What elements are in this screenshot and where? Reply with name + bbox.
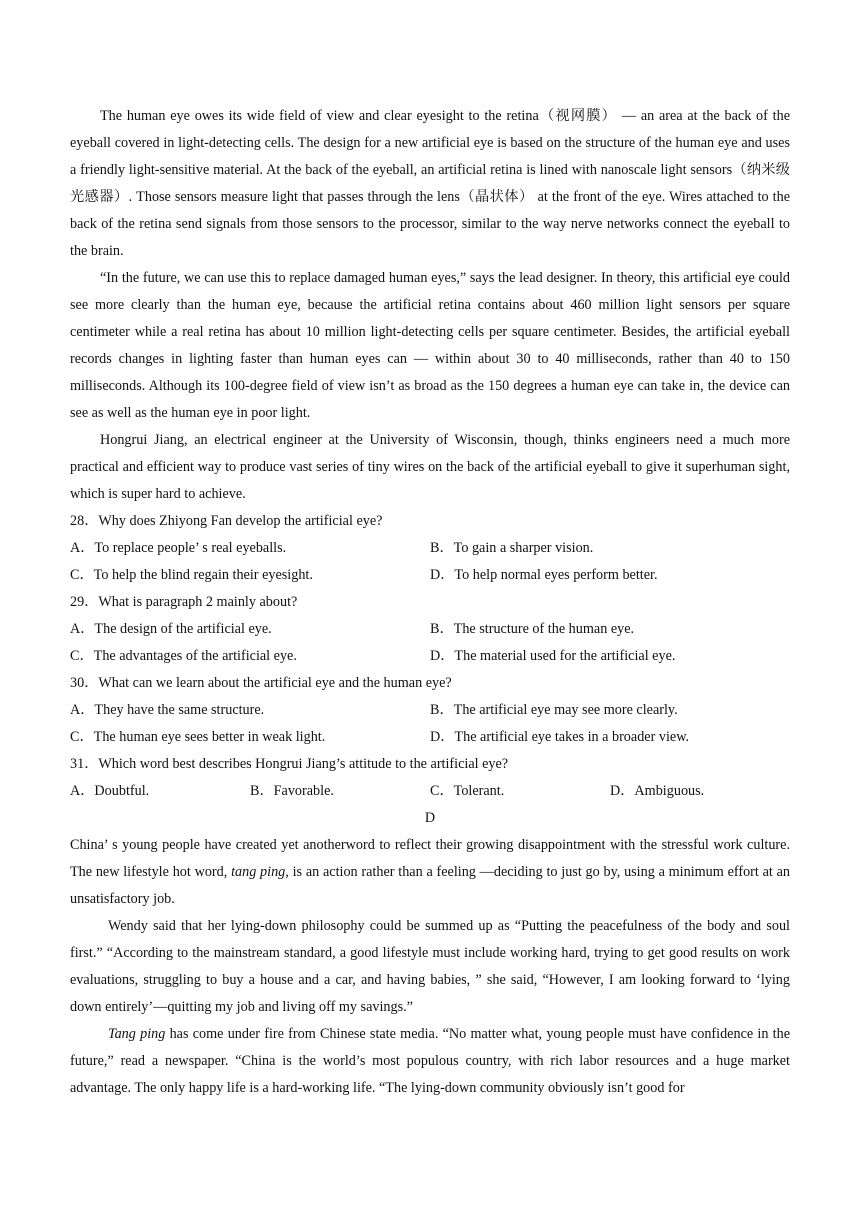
option-b: B．To gain a sharper vision. — [430, 540, 594, 556]
option-b: B．The structure of the human eye. — [430, 621, 635, 637]
term-tang-ping: tang ping — [231, 864, 286, 880]
term-tang-ping: Tang ping — [108, 1026, 166, 1042]
option-a: A．To replace people’ s real eyeballs. — [70, 540, 287, 556]
question-29 — [70, 589, 790, 670]
option-d: D．To help normal eyes perform better. — [430, 567, 658, 583]
option-c: C．The human eye sees better in weak light. — [70, 729, 326, 745]
option-c: C．To help the blind regain their eyesight. — [70, 567, 313, 583]
question-stem: 29．What is paragraph 2 mainly about? — [70, 594, 298, 610]
passage-c-paragraph-3: Hongrui Jiang, an electrical engineer at the University of Wisconsin, though, thinks engineers need a much more practical and efficient way to produce vast series of tiny wires on the back of the artificial eyeball to give it superhuman sight, which is super hard to achieve. — [70, 432, 790, 502]
question-stem: 31．Which word best describes Hongrui Jiang’s attitude to the artificial eye? — [70, 756, 509, 772]
question-30 — [70, 670, 790, 751]
option-a: A．They have the same structure. — [70, 702, 265, 718]
option-b: B．The artificial eye may see more clearly. — [430, 702, 678, 718]
option-a: A．Doubtful. — [70, 783, 150, 799]
question-28 — [70, 508, 790, 589]
question-31 — [70, 751, 790, 805]
document-page — [70, 103, 790, 1102]
option-b: B．Favorable. — [250, 783, 334, 799]
option-d: D．Ambiguous. — [610, 783, 705, 799]
section-d-heading: D — [424, 810, 436, 826]
passage-d-paragraph-3: Tang ping has come under fire from Chinese state media. “No matter what, young people must have confidence in the future,” read a newspaper. “China is the world’s most populous country, with rich labor resources and a huge market advantage. The only happy life is a hard-working life. “The lying-down community obviously isn’t good for — [70, 1026, 791, 1096]
option-c: C．Tolerant. — [430, 783, 505, 799]
option-d: D．The material used for the artificial eye. — [430, 648, 676, 664]
passage-d-paragraph-2: Wendy said that her lying-down philosophy could be summed up as “Putting the peacefulness of the body and soul first.” “According to the mainstream standard, a good lifestyle must include working hard, trying to get good results on work evaluations, struggling to buy a house and a car, and having babies, ” she said, “However, I am looking forward to ‘lying down entirely’—quitting my job and living off my savings.” — [70, 918, 790, 1015]
option-c: C．The advantages of the artificial eye. — [70, 648, 297, 664]
passage-d-paragraph-1: China’ s young people have created yet anotherword to reflect their growing disappointment with the stressful work culture. The new lifestyle hot word, tang ping, is an action rather than a feeling —deciding to just go by, using a minimum effort at an unsatisfactory job. — [70, 837, 790, 907]
option-d: D．The artificial eye takes in a broader view. — [430, 729, 690, 745]
passage-c-paragraph-1: The human eye owes its wide field of view and clear eyesight to the retina（视网膜） — an area at the back of the eyeball covered in light-detecting cells. The design for a new artificial eye is based on the structure of the human eye and uses a friendly light-sensitive material. At the back of the eyeball, an artificial retina is lined with nanoscale light sensors（纳米级光感器）. Those sensors measure light that passes through the lens（晶状体） at the front of the eye. Wires attached to the back of the retina send signals from those sensors to the processor, similar to the way nerve networks connect the eyeball to the brain. — [70, 108, 790, 259]
question-stem: 28．Why does Zhiyong Fan develop the artificial eye? — [70, 513, 383, 529]
question-stem: 30．What can we learn about the artificial eye and the human eye? — [70, 675, 452, 691]
option-a: A．The design of the artificial eye. — [70, 621, 272, 637]
passage-c-paragraph-2: “In the future, we can use this to replace damaged human eyes,” says the lead designer. In theory, this artificial eye could see more clearly than the human eye, because the artificial retina contains about 460 million light sensors per square centimeter while a real retina has about 10 million light-detecting cells per square centimeter. Besides, the artificial eyeball records changes in lighting faster than human eyes can — within about 30 to 40 milliseconds, rather than 40 to 150 milliseconds. Although its 100-degree field of view isn’t as broad as the 150 degrees a human eye can take in, the device can see as well as the human eye in poor light. — [70, 270, 790, 421]
